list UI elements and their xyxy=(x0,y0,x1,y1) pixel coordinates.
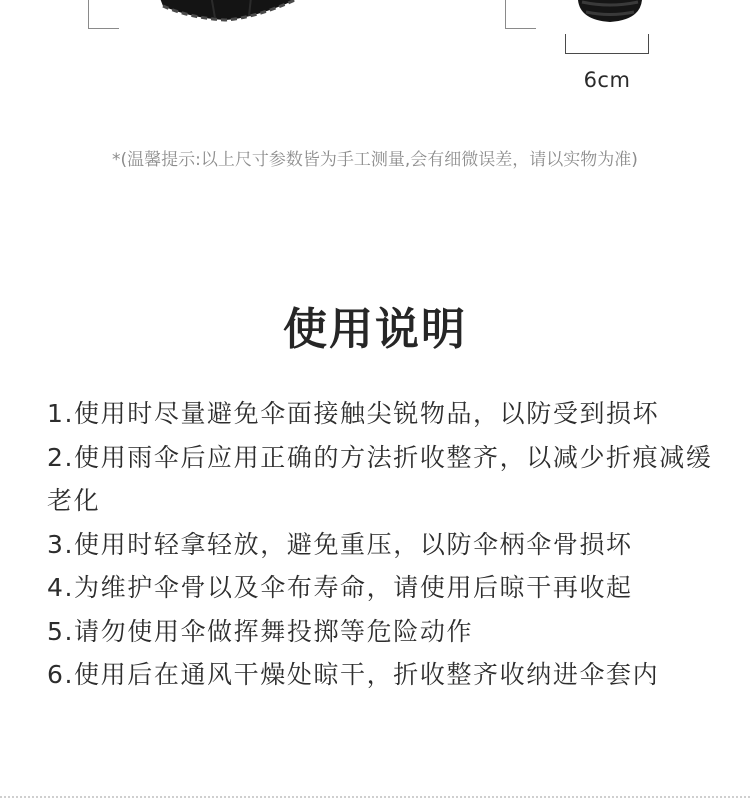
umbrella-canopy-image xyxy=(145,0,305,22)
instruction-item: 1.使用时尽量避免伞面接触尖锐物品，以防受到损坏 xyxy=(47,399,660,428)
dimension-bracket-left xyxy=(88,0,119,29)
instruction-item: 4.为维护伞骨以及伞布寿命，请使用后晾干再收起 xyxy=(47,573,633,602)
section-title: 使用说明 xyxy=(283,304,467,355)
instruction-item: 2.使用雨伞后应用正确的方法折收整齐，以减少折痕减缓老化 xyxy=(47,442,713,515)
instruction-item: 3.使用时轻拿轻放，避免重压，以防伞柄伞骨损坏 xyxy=(47,529,633,559)
bottom-divider xyxy=(0,796,750,798)
dimension-label: 6cm xyxy=(583,68,631,92)
dimension-bracket-middle xyxy=(505,0,536,29)
measurement-tip: *(温馨提示:以上尺寸参数皆为手工测量,会有细微误差，请以实物为准) xyxy=(112,150,638,170)
dimension-bracket-handle xyxy=(565,34,649,54)
instruction-item: 5.请勿使用伞做挥舞投掷等危险动作 xyxy=(47,616,474,646)
umbrella-handle-image xyxy=(570,0,650,26)
product-image xyxy=(0,0,750,100)
instructions-list xyxy=(47,392,717,697)
instruction-item: 6.使用后在通风干燥处晾干，折收整齐收纳进伞套内 xyxy=(47,660,660,689)
